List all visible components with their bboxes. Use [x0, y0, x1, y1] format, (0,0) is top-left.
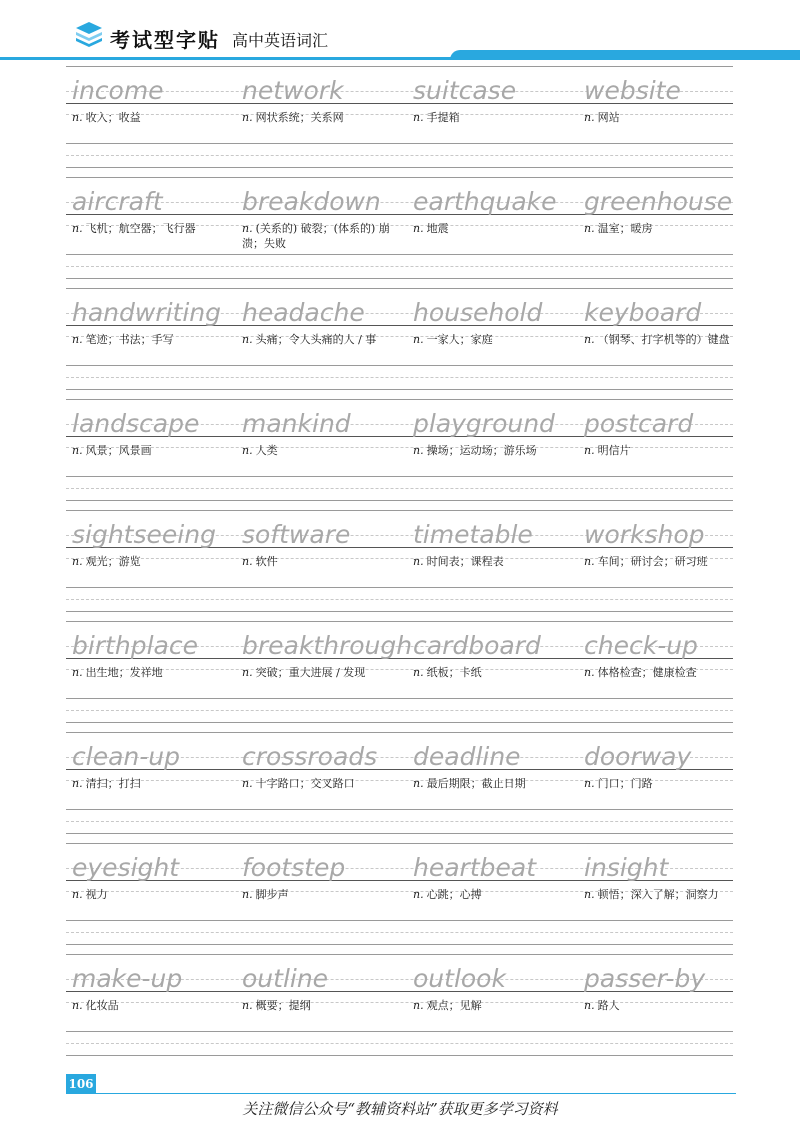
writing-guide-line [66, 833, 733, 834]
vocab-entry [72, 843, 240, 913]
vocab-word: playground [413, 409, 555, 438]
vocab-row [66, 399, 733, 510]
vocab-definition [72, 332, 222, 347]
definition-text: 门口；门路 [597, 777, 653, 790]
vocab-entry [584, 621, 752, 691]
part-of-speech: n. [413, 222, 424, 235]
vocab-row [66, 66, 733, 177]
vocab-row [66, 954, 733, 1065]
vocab-entry [242, 732, 410, 802]
vocab-entry [413, 66, 581, 136]
definition-text: 最后期限；截止日期 [426, 777, 526, 790]
vocab-entry [242, 288, 410, 358]
vocab-word: breakthrough [242, 631, 413, 660]
vocab-entry [584, 843, 752, 913]
vocab-word: website [584, 76, 681, 105]
definition-text: 视力 [85, 888, 108, 901]
vocab-word: software [242, 520, 351, 549]
definition-text: 十字路口；交叉路口 [255, 777, 355, 790]
definition-text: 体格检查；健康检查 [597, 666, 697, 679]
vocab-definition [584, 998, 734, 1013]
definition-text: 地震 [426, 222, 449, 235]
footer-note: 关注微信公众号“教辅资料站”获取更多学习资料 [242, 1100, 558, 1118]
definition-text: 路人 [597, 999, 620, 1012]
definition-text: 笔迹；书法；手写 [85, 333, 174, 346]
writing-guide-line [66, 254, 733, 255]
vocab-word: income [72, 76, 164, 105]
part-of-speech: n. [72, 111, 83, 124]
definition-text: 人类 [255, 444, 278, 457]
vocab-entry [242, 510, 410, 580]
definition-text: 心跳；心搏 [426, 888, 482, 901]
definition-text: 清扫；打扫 [85, 777, 141, 790]
part-of-speech: n. [413, 888, 424, 901]
writing-guide-line [66, 599, 733, 600]
writing-guide-line [66, 821, 733, 822]
vocabulary-grid [66, 66, 733, 1065]
writing-guide-line [66, 143, 733, 144]
page-header [0, 0, 800, 62]
vocab-definition [413, 665, 563, 680]
part-of-speech: n. [584, 666, 595, 679]
vocab-word: birthplace [72, 631, 199, 660]
vocab-word: keyboard [584, 298, 702, 327]
vocab-entry [584, 66, 752, 136]
writing-guide-line [66, 167, 733, 168]
writing-guide-line [66, 698, 733, 699]
part-of-speech: n. [72, 444, 83, 457]
writing-guide-line [66, 365, 733, 366]
vocab-entry [242, 843, 410, 913]
vocab-entry [242, 954, 410, 1024]
writing-guide-line [66, 722, 733, 723]
vocab-definition [242, 554, 392, 569]
page-number: 106 [66, 1074, 96, 1094]
vocab-definition [413, 110, 563, 125]
vocab-definition [242, 332, 392, 347]
vocab-definition [72, 443, 222, 458]
vocab-definition [72, 665, 222, 680]
writing-guide-line [66, 944, 733, 945]
vocab-definition [72, 998, 222, 1013]
definition-text: 软件 [255, 555, 278, 568]
vocab-word: outline [242, 964, 329, 993]
part-of-speech: n. [413, 777, 424, 790]
part-of-speech: n. [242, 555, 253, 568]
vocab-entry [584, 732, 752, 802]
definition-text: 脚步声 [255, 888, 289, 901]
part-of-speech: n. [242, 999, 253, 1012]
vocab-word: doorway [584, 742, 692, 771]
definition-text: （钢琴、打字机等的）键盘 [597, 333, 730, 346]
writing-guide-line [66, 809, 733, 810]
definition-text: 一家人；家庭 [426, 333, 493, 346]
vocab-definition [242, 221, 392, 251]
vocab-entry [72, 510, 240, 580]
vocab-entry [413, 288, 581, 358]
writing-guide-line [66, 1031, 733, 1032]
vocab-word: clean-up [72, 742, 180, 771]
part-of-speech: n. [584, 888, 595, 901]
vocab-entry [413, 177, 581, 247]
vocab-entry [584, 954, 752, 1024]
vocab-definition [413, 776, 563, 791]
vocab-row [66, 177, 733, 288]
part-of-speech: n. [584, 555, 595, 568]
vocab-entry [413, 399, 581, 469]
definition-text: 操场；运动场；游乐场 [426, 444, 537, 457]
vocab-word: suitcase [413, 76, 517, 105]
vocab-word: headache [242, 298, 365, 327]
part-of-speech: n. [413, 333, 424, 346]
vocab-entry [413, 732, 581, 802]
part-of-speech: n. [413, 555, 424, 568]
definition-text: 时间表；课程表 [426, 555, 504, 568]
vocab-word: cardboard [413, 631, 541, 660]
definition-text: 飞机；航空器；飞行器 [85, 222, 196, 235]
vocab-entry [413, 843, 581, 913]
vocab-entry [72, 177, 240, 247]
vocab-word: network [242, 76, 344, 105]
vocab-entry [242, 399, 410, 469]
definition-text: 观光；游览 [85, 555, 141, 568]
vocab-definition [413, 554, 563, 569]
writing-guide-line [66, 389, 733, 390]
vocab-word: deadline [413, 742, 521, 771]
definition-text: 网状系统；关系网 [255, 111, 344, 124]
vocab-word: handwriting [72, 298, 222, 327]
vocab-word: greenhouse [584, 187, 733, 216]
vocab-word: sightseeing [72, 520, 216, 549]
vocab-word: heartbeat [413, 853, 536, 882]
vocab-definition [584, 776, 734, 791]
part-of-speech: n. [584, 111, 595, 124]
vocab-word: footstep [242, 853, 346, 882]
vocab-word: earthquake [413, 187, 557, 216]
part-of-speech: n. [413, 111, 424, 124]
part-of-speech: n. [72, 222, 83, 235]
definition-text: 收入；收益 [85, 111, 141, 124]
definition-text: 化妆品 [85, 999, 119, 1012]
vocab-word: mankind [242, 409, 351, 438]
writing-guide-line [66, 500, 733, 501]
part-of-speech: n. [72, 777, 83, 790]
vocab-word: postcard [584, 409, 694, 438]
vocab-entry [72, 732, 240, 802]
part-of-speech: n. [72, 555, 83, 568]
vocab-definition [72, 221, 222, 236]
vocab-definition [584, 443, 734, 458]
header-rule [0, 57, 800, 60]
part-of-speech: n. [584, 777, 595, 790]
definition-text: 顿悟；深入了解；洞察力 [597, 888, 719, 901]
vocab-word: outlook [413, 964, 506, 993]
vocab-word: workshop [584, 520, 705, 549]
vocab-row [66, 510, 733, 621]
vocab-entry [413, 621, 581, 691]
brand-title: 考试型字贴 [110, 28, 220, 52]
definition-text: 头痛；令人头痛的人 / 事 [255, 333, 377, 346]
vocab-word: landscape [72, 409, 200, 438]
vocab-definition [584, 665, 734, 680]
definition-text: 车间；研讨会；研习班 [597, 555, 708, 568]
vocab-entry [242, 66, 410, 136]
part-of-speech: n. [413, 999, 424, 1012]
vocab-definition [242, 110, 392, 125]
vocab-definition [584, 887, 734, 902]
vocab-definition [72, 776, 222, 791]
part-of-speech: n. [72, 888, 83, 901]
part-of-speech: n. [72, 999, 83, 1012]
part-of-speech: n. [584, 222, 595, 235]
vocab-definition [584, 332, 734, 347]
vocab-row [66, 843, 733, 954]
definition-text: 温室；暖房 [597, 222, 653, 235]
vocab-entry [242, 177, 410, 250]
part-of-speech: n. [413, 666, 424, 679]
vocab-definition [584, 110, 734, 125]
vocab-entry [242, 621, 413, 691]
writing-guide-line [66, 611, 733, 612]
part-of-speech: n. [584, 999, 595, 1012]
vocab-definition [413, 221, 563, 236]
vocab-row [66, 621, 733, 732]
definition-text: 出生地；发祥地 [85, 666, 163, 679]
vocab-entry [584, 399, 752, 469]
writing-guide-line [66, 710, 733, 711]
part-of-speech: n. [242, 333, 253, 346]
definition-text: 风景；风景画 [85, 444, 152, 457]
part-of-speech: n. [242, 777, 253, 790]
part-of-speech: n. [242, 666, 253, 679]
part-of-speech: n. [584, 333, 595, 346]
vocab-entry [72, 288, 240, 358]
vocab-word: aircraft [72, 187, 163, 216]
vocab-word: timetable [413, 520, 533, 549]
vocab-row [66, 288, 733, 399]
vocab-definition [72, 887, 222, 902]
vocab-definition [72, 554, 222, 569]
part-of-speech: n. [242, 111, 253, 124]
book-logo-icon [74, 20, 104, 48]
writing-guide-line [66, 1055, 733, 1056]
footer-rule [96, 1093, 736, 1094]
part-of-speech: n. [584, 444, 595, 457]
vocab-word: household [413, 298, 543, 327]
writing-guide-line [66, 1043, 733, 1044]
vocab-definition [72, 110, 222, 125]
definition-text: 突破；重大进展 / 发现 [255, 666, 366, 679]
vocab-definition [413, 998, 563, 1013]
subject-title: 高中英语词汇 [232, 31, 329, 50]
writing-guide-line [66, 377, 733, 378]
part-of-speech: n. [242, 222, 253, 235]
definition-text: 手提箱 [426, 111, 460, 124]
vocab-definition [413, 887, 563, 902]
definition-text: 概要；提纲 [255, 999, 311, 1012]
writing-guide-line [66, 476, 733, 477]
part-of-speech: n. [242, 444, 253, 457]
part-of-speech: n. [413, 444, 424, 457]
writing-guide-line [66, 278, 733, 279]
vocab-entry [413, 510, 581, 580]
vocab-word: passer-by [584, 964, 706, 993]
vocab-definition [242, 998, 392, 1013]
definition-text: 网站 [597, 111, 620, 124]
vocab-word: insight [584, 853, 669, 882]
vocab-definition [584, 221, 734, 236]
vocab-entry [584, 510, 752, 580]
definition-text: (关系的) 破裂；(体系的) 崩溃；失败 [242, 222, 390, 250]
vocab-entry [584, 288, 752, 358]
part-of-speech: n. [242, 888, 253, 901]
writing-guide-line [66, 155, 733, 156]
vocab-entry [413, 954, 581, 1024]
writing-guide-line [66, 920, 733, 921]
part-of-speech: n. [72, 333, 83, 346]
vocab-row [66, 732, 733, 843]
vocab-definition [242, 665, 392, 680]
writing-guide-line [66, 932, 733, 933]
vocab-definition [242, 443, 392, 458]
vocab-word: breakdown [242, 187, 381, 216]
writing-guide-line [66, 587, 733, 588]
vocab-entry [72, 66, 240, 136]
vocab-definition [242, 887, 392, 902]
vocab-definition [413, 332, 563, 347]
vocab-definition [413, 443, 563, 458]
definition-text: 纸板；卡纸 [426, 666, 482, 679]
vocab-definition [242, 776, 392, 791]
definition-text: 观点；见解 [426, 999, 482, 1012]
vocab-word: check-up [584, 631, 698, 660]
vocab-word: make-up [72, 964, 183, 993]
writing-guide-line [66, 266, 733, 267]
vocab-word: eyesight [72, 853, 180, 882]
vocab-entry [584, 177, 752, 247]
vocab-word: crossroads [242, 742, 378, 771]
writing-guide-line [66, 488, 733, 489]
vocab-entry [72, 954, 240, 1024]
vocab-entry [72, 399, 240, 469]
part-of-speech: n. [72, 666, 83, 679]
vocab-entry [72, 621, 240, 691]
vocab-definition [584, 554, 734, 569]
definition-text: 明信片 [597, 444, 631, 457]
